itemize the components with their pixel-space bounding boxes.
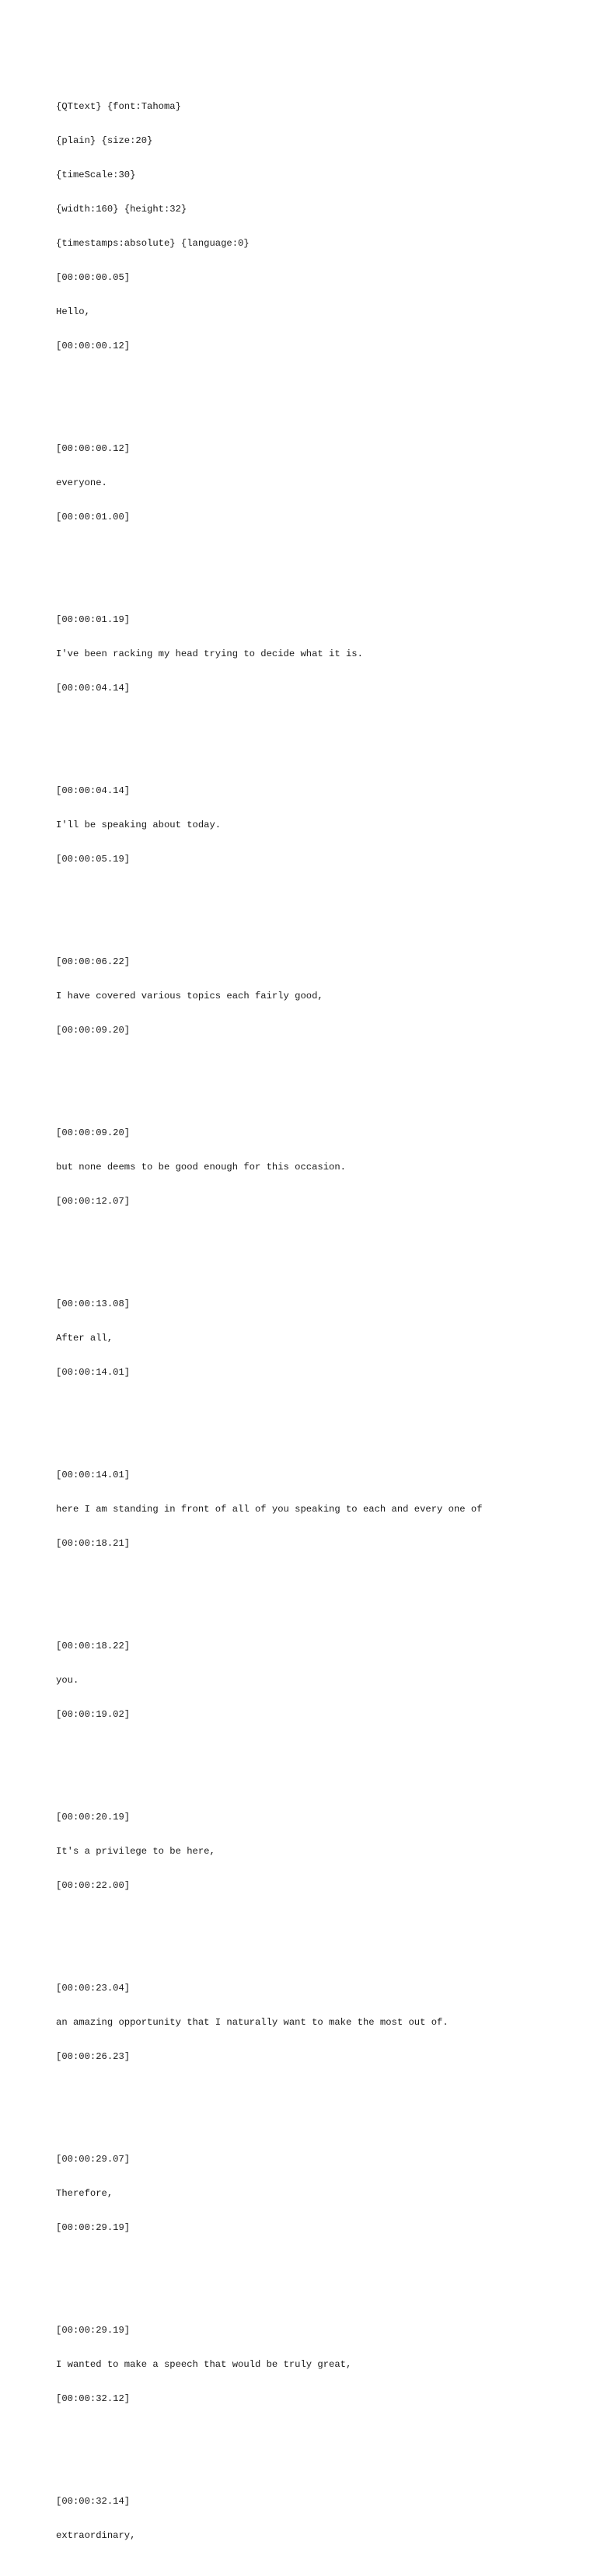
subtitle-cue bbox=[56, 2302, 585, 2427]
cue-text: It's a privilege to be here, bbox=[56, 1845, 215, 1857]
subtitle-cue bbox=[56, 591, 585, 716]
cue-text: Hello, bbox=[56, 306, 90, 317]
cue-start-timestamp: [00:00:29.19] bbox=[56, 2324, 131, 2336]
cue-end-timestamp: [00:00:09.20] bbox=[56, 1024, 131, 1036]
cue-start-timestamp: [00:00:18.22] bbox=[56, 1640, 131, 1652]
cue-end-timestamp: [00:00:14.01] bbox=[56, 1366, 131, 1378]
cue-end-timestamp: [00:00:26.23] bbox=[56, 2050, 131, 2062]
subtitle-cue bbox=[56, 1446, 585, 1571]
cue-end-timestamp: [00:00:01.00] bbox=[56, 511, 131, 523]
cue-end-timestamp: [00:00:04.14] bbox=[56, 682, 131, 694]
cue-start-timestamp: [00:00:13.08] bbox=[56, 1298, 131, 1309]
cue-start-timestamp: [00:00:20.19] bbox=[56, 1811, 131, 1823]
cue-text: you. bbox=[56, 1674, 79, 1686]
subtitle-cue bbox=[56, 762, 585, 887]
cue-text: everyone. bbox=[56, 477, 107, 488]
cue-text: here I am standing in front of all of you speaking to each and every one of bbox=[56, 1503, 483, 1515]
cue-start-timestamp: [00:00:00.12] bbox=[56, 442, 131, 454]
cue-end-timestamp: [00:00:22.00] bbox=[56, 1879, 131, 1891]
subtitle-cue bbox=[56, 420, 585, 545]
subtitle-cue bbox=[56, 933, 585, 1058]
cue-start-timestamp: [00:00:00.05] bbox=[56, 271, 131, 283]
cue-end-timestamp: [00:00:19.02] bbox=[56, 1708, 131, 1720]
header-line: {plain} {size:20} bbox=[56, 135, 153, 146]
cue-text: extraordinary, bbox=[56, 2529, 136, 2541]
cue-start-timestamp: [00:00:06.22] bbox=[56, 956, 131, 967]
cue-start-timestamp: [00:00:01.19] bbox=[56, 613, 131, 625]
cue-end-timestamp: [00:00:00.12] bbox=[56, 340, 131, 351]
cue-text: I have covered various topics each fairly good, bbox=[56, 990, 323, 1001]
cue-start-timestamp: [00:00:29.07] bbox=[56, 2153, 131, 2165]
cue-text: I wanted to make a speech that would be truly great, bbox=[56, 2358, 352, 2370]
cue-text: I'll be speaking about today. bbox=[56, 819, 222, 830]
subtitle-cue bbox=[56, 1617, 585, 1742]
subtitle-cue bbox=[56, 1104, 585, 1229]
cue-text: I've been racking my head trying to decide what it is. bbox=[56, 648, 363, 659]
subtitle-cue bbox=[56, 2473, 585, 2564]
cue-text: an amazing opportunity that I naturally want to make the most out of. bbox=[56, 2016, 449, 2028]
cue-end-timestamp: [00:00:18.21] bbox=[56, 1537, 131, 1549]
header-line: {width:160} {height:32} bbox=[56, 203, 187, 215]
cue-start-timestamp: [00:00:14.01] bbox=[56, 1469, 131, 1480]
cue-text: After all, bbox=[56, 1332, 113, 1344]
header-line: {QTtext} {font:Tahoma} bbox=[56, 100, 181, 112]
cue-end-timestamp: [00:00:29.19] bbox=[56, 2221, 131, 2233]
subtitle-document bbox=[56, 55, 585, 2576]
cue-start-timestamp: [00:00:04.14] bbox=[56, 785, 131, 796]
header-line: {timestamps:absolute} {language:0} bbox=[56, 237, 250, 249]
cue-text: Therefore, bbox=[56, 2187, 113, 2199]
cue-text: but none deems to be good enough for this occasion. bbox=[56, 1161, 346, 1173]
cue-start-timestamp: [00:00:23.04] bbox=[56, 1982, 131, 1994]
subtitle-cue bbox=[56, 1788, 585, 1914]
cue-start-timestamp: [00:00:32.14] bbox=[56, 2495, 131, 2507]
header-line: {timeScale:30} bbox=[56, 169, 136, 180]
cue-end-timestamp: [00:00:32.12] bbox=[56, 2392, 131, 2404]
qt-header bbox=[56, 78, 585, 374]
cue-end-timestamp: [00:00:05.19] bbox=[56, 853, 131, 865]
cue-start-timestamp: [00:00:09.20] bbox=[56, 1127, 131, 1138]
subtitle-cue bbox=[56, 2131, 585, 2256]
cue-end-timestamp: [00:00:12.07] bbox=[56, 1195, 131, 1207]
subtitle-cue bbox=[56, 1275, 585, 1400]
subtitle-cue bbox=[56, 1960, 585, 2085]
